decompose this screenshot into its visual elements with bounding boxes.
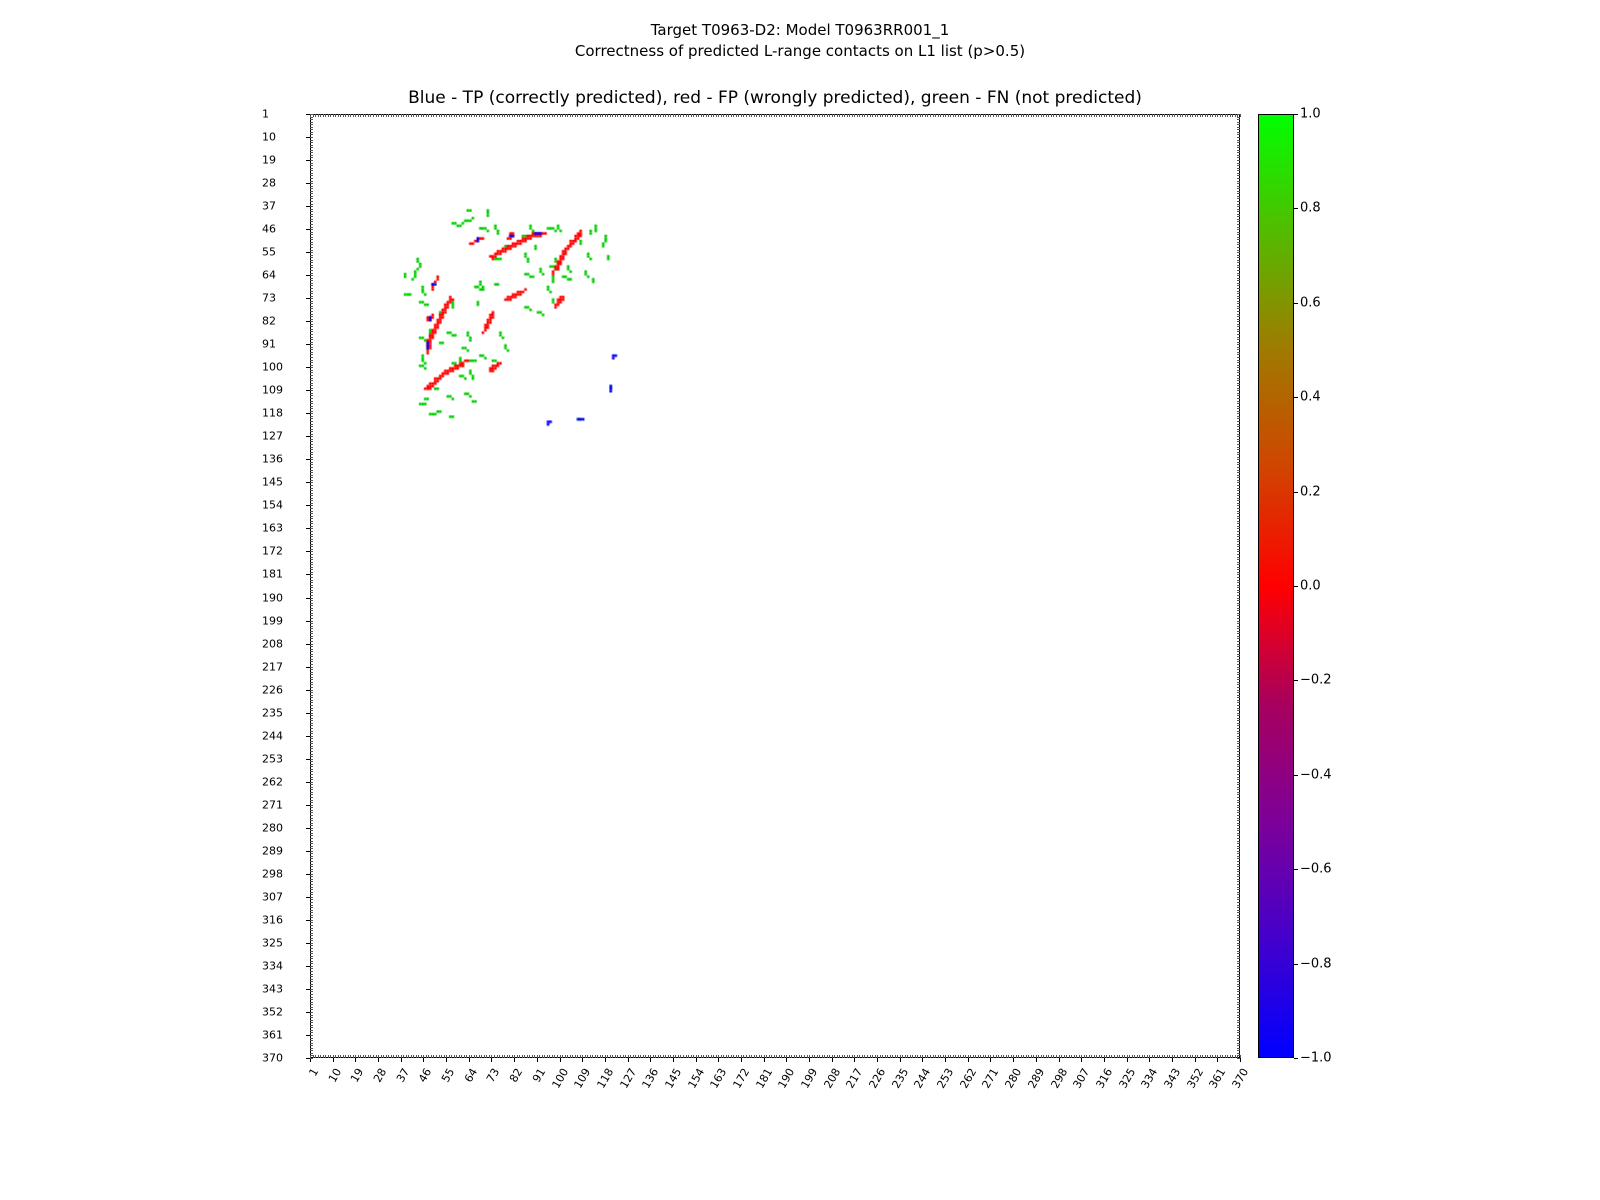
y-tick-mark — [306, 828, 310, 829]
x-tick-mark — [945, 1058, 946, 1062]
x-tick-mark — [696, 1058, 697, 1062]
y-tick-mark — [306, 252, 310, 253]
y-tick-mark — [306, 644, 310, 645]
y-tick-label: 271 — [262, 798, 283, 812]
x-tick-mark — [877, 1058, 878, 1062]
colorbar-tick-mark — [1294, 586, 1298, 587]
colorbar-tick-label: 0.8 — [1300, 200, 1321, 216]
x-tick-label: 253 — [934, 1066, 957, 1091]
x-tick-mark — [1036, 1058, 1037, 1062]
y-tick-mark — [306, 989, 310, 990]
x-tick-label: 208 — [821, 1066, 843, 1091]
y-tick-mark — [306, 574, 310, 575]
colorbar-tick-label: −0.6 — [1300, 861, 1332, 877]
y-tick-mark — [306, 690, 310, 691]
x-tick-mark — [378, 1058, 379, 1062]
y-tick-mark — [306, 943, 310, 944]
x-tick-label: 271 — [979, 1066, 1002, 1091]
colorbar-tick-mark — [1294, 114, 1298, 115]
y-tick-mark — [306, 390, 310, 391]
x-tick-label: 55 — [439, 1066, 458, 1085]
x-tick-label: 307 — [1070, 1066, 1093, 1091]
colorbar-tick-label: −1.0 — [1300, 1050, 1332, 1066]
y-tick-label: 181 — [262, 567, 283, 581]
y-tick-mark — [306, 1035, 310, 1036]
y-tick-mark — [306, 482, 310, 483]
legend-caption: Blue - TP (correctly predicted), red - FP (wrongly predicted), green - FN (not predicted) — [408, 88, 1142, 108]
x-tick-label: 199 — [798, 1066, 821, 1091]
x-tick-mark — [990, 1058, 991, 1062]
x-tick-label: 100 — [549, 1066, 571, 1091]
x-tick-label: 235 — [889, 1066, 912, 1091]
y-tick-label: 172 — [262, 544, 283, 558]
x-tick-mark — [446, 1058, 447, 1062]
x-tick-label: 82 — [507, 1066, 526, 1085]
x-tick-label: 73 — [484, 1066, 503, 1085]
x-tick-mark — [560, 1058, 561, 1062]
y-tick-mark — [306, 344, 310, 345]
x-tick-label: 91 — [529, 1066, 549, 1085]
y-tick-label: 217 — [262, 660, 283, 674]
y-tick-label: 154 — [262, 498, 283, 512]
colorbar-tick-mark — [1294, 1058, 1298, 1059]
y-tick-mark — [306, 621, 310, 622]
x-tick-label: 136 — [639, 1066, 662, 1091]
x-tick-label: 262 — [957, 1066, 980, 1091]
y-tick-mark — [306, 528, 310, 529]
y-tick-label: 82 — [262, 314, 276, 328]
y-tick-mark — [306, 229, 310, 230]
y-tick-label: 10 — [262, 130, 276, 144]
x-tick-mark — [1059, 1058, 1060, 1062]
x-tick-mark — [355, 1058, 356, 1062]
x-tick-mark — [1081, 1058, 1082, 1062]
contact-map-canvas — [311, 115, 1239, 1057]
y-tick-label: 343 — [262, 982, 283, 996]
y-tick-mark — [306, 897, 310, 898]
x-tick-label: 244 — [911, 1066, 934, 1091]
y-tick-mark — [306, 782, 310, 783]
x-tick-label: 190 — [775, 1066, 798, 1091]
x-tick-mark — [922, 1058, 923, 1062]
x-tick-mark — [1240, 1058, 1241, 1062]
colorbar-tick-label: −0.2 — [1300, 672, 1332, 688]
x-tick-label: 1 — [306, 1066, 322, 1079]
y-tick-mark — [306, 436, 310, 437]
colorbar-tick-mark — [1294, 303, 1298, 304]
colorbar-tick-mark — [1294, 775, 1298, 776]
x-tick-mark — [832, 1058, 833, 1062]
x-tick-label: 343 — [1161, 1066, 1184, 1091]
x-tick-label: 289 — [1025, 1066, 1048, 1091]
x-tick-label: 172 — [730, 1066, 753, 1091]
x-tick-mark — [718, 1058, 719, 1062]
x-tick-mark — [628, 1058, 629, 1062]
x-tick-label: 109 — [571, 1066, 594, 1091]
y-tick-mark — [306, 759, 310, 760]
x-tick-mark — [1217, 1058, 1218, 1062]
colorbar-tick-label: 0.2 — [1300, 484, 1321, 500]
x-tick-label: 325 — [1116, 1066, 1138, 1091]
y-tick-mark — [306, 966, 310, 967]
x-tick-mark — [310, 1058, 311, 1062]
x-tick-label: 316 — [1093, 1066, 1116, 1091]
y-tick-label: 100 — [262, 360, 283, 374]
x-tick-label: 64 — [461, 1066, 481, 1085]
x-tick-mark — [650, 1058, 651, 1062]
y-tick-label: 316 — [262, 913, 283, 927]
y-tick-mark — [306, 459, 310, 460]
y-tick-label: 280 — [262, 821, 283, 835]
x-tick-label: 226 — [866, 1066, 889, 1091]
x-tick-mark — [491, 1058, 492, 1062]
y-tick-mark — [306, 298, 310, 299]
x-tick-label: 217 — [843, 1066, 866, 1091]
x-tick-mark — [333, 1058, 334, 1062]
x-tick-mark — [469, 1058, 470, 1062]
colorbar-tick-mark — [1294, 208, 1298, 209]
figure-title-line1: Target T0963-D2: Model T0963RR001_1 — [650, 21, 950, 39]
y-tick-label: 190 — [262, 591, 283, 604]
y-tick-label: 73 — [262, 291, 276, 305]
x-tick-mark — [605, 1058, 606, 1062]
colorbar-tick-mark — [1294, 680, 1298, 681]
y-tick-mark — [306, 598, 310, 599]
x-tick-label: 118 — [594, 1066, 617, 1091]
y-tick-mark — [306, 736, 310, 737]
x-tick-label: 37 — [393, 1066, 412, 1085]
x-tick-mark — [1172, 1058, 1173, 1062]
x-tick-label: 145 — [662, 1066, 685, 1091]
y-tick-mark — [306, 183, 310, 184]
y-tick-label: 352 — [262, 1005, 283, 1019]
y-tick-mark — [306, 874, 310, 875]
y-tick-mark — [306, 920, 310, 921]
y-tick-mark — [306, 137, 310, 138]
x-tick-label: 280 — [1002, 1066, 1025, 1091]
y-tick-label: 235 — [262, 706, 283, 720]
y-tick-mark — [306, 713, 310, 714]
x-tick-label: 352 — [1184, 1066, 1206, 1091]
colorbar-tick-mark — [1294, 964, 1298, 965]
x-tick-mark — [514, 1058, 515, 1062]
y-tick-label: 199 — [262, 614, 283, 628]
x-tick-label: 154 — [685, 1066, 707, 1091]
y-tick-label: 298 — [262, 867, 283, 881]
y-tick-label: 136 — [262, 452, 283, 466]
y-tick-label: 1 — [262, 107, 269, 121]
x-tick-label: 370 — [1229, 1066, 1252, 1091]
y-tick-mark — [306, 160, 310, 161]
y-tick-mark — [306, 413, 310, 414]
y-tick-label: 325 — [262, 936, 283, 950]
x-tick-mark — [968, 1058, 969, 1062]
x-tick-mark — [1013, 1058, 1014, 1062]
y-tick-label: 55 — [262, 245, 276, 259]
x-tick-label: 181 — [753, 1066, 775, 1091]
y-tick-mark — [306, 367, 310, 368]
y-tick-mark — [306, 206, 310, 207]
y-tick-label: 208 — [262, 637, 283, 651]
colorbar-tick-label: −0.8 — [1300, 956, 1332, 972]
x-tick-label: 28 — [371, 1066, 390, 1085]
x-tick-label: 19 — [348, 1066, 367, 1085]
x-tick-mark — [1104, 1058, 1105, 1062]
y-tick-label: 226 — [262, 683, 283, 697]
colorbar-tick-mark — [1294, 869, 1298, 870]
y-tick-label: 91 — [262, 337, 276, 351]
colorbar-tick-label: −0.4 — [1300, 767, 1332, 783]
x-tick-label: 298 — [1048, 1066, 1070, 1091]
y-tick-mark — [306, 275, 310, 276]
x-tick-label: 163 — [707, 1066, 730, 1091]
y-tick-label: 28 — [262, 176, 276, 190]
x-tick-mark — [786, 1058, 787, 1062]
contact-map-plot[interactable] — [310, 114, 1240, 1058]
y-tick-label: 262 — [262, 775, 283, 789]
y-tick-label: 244 — [262, 729, 283, 743]
colorbar-tick-label: 1.0 — [1300, 106, 1321, 122]
y-tick-label: 145 — [262, 475, 283, 489]
y-tick-mark — [306, 667, 310, 668]
colorbar-tick-label: 0.4 — [1300, 389, 1321, 405]
colorbar-tick-mark — [1294, 492, 1298, 493]
y-tick-mark — [306, 505, 310, 506]
colorbar-tick-label: 0.6 — [1300, 295, 1321, 311]
x-tick-mark — [764, 1058, 765, 1062]
x-tick-mark — [582, 1058, 583, 1062]
x-tick-label: 127 — [617, 1066, 639, 1091]
y-tick-label: 127 — [262, 429, 283, 443]
y-tick-label: 46 — [262, 222, 276, 236]
y-tick-label: 118 — [262, 406, 283, 420]
colorbar — [1258, 114, 1294, 1058]
x-tick-label: 361 — [1206, 1066, 1229, 1091]
x-tick-mark — [1149, 1058, 1150, 1062]
x-tick-label: 334 — [1138, 1066, 1161, 1091]
y-tick-mark — [306, 851, 310, 852]
y-tick-label: 361 — [262, 1028, 283, 1042]
y-tick-mark — [306, 114, 310, 115]
y-tick-label: 307 — [262, 890, 283, 904]
x-tick-mark — [741, 1058, 742, 1062]
y-tick-label: 253 — [262, 752, 283, 766]
y-tick-label: 109 — [262, 383, 283, 397]
figure-title — [0, 20, 1600, 62]
y-tick-label: 64 — [262, 268, 276, 282]
y-tick-label: 289 — [262, 844, 283, 858]
x-tick-mark — [537, 1058, 538, 1062]
y-tick-mark — [306, 805, 310, 806]
y-tick-label: 37 — [262, 199, 276, 213]
x-tick-mark — [1195, 1058, 1196, 1062]
y-tick-mark — [306, 551, 310, 552]
x-tick-mark — [900, 1058, 901, 1062]
x-tick-label: 10 — [325, 1066, 344, 1085]
x-tick-mark — [673, 1058, 674, 1062]
y-tick-mark — [306, 1012, 310, 1013]
y-tick-label: 163 — [262, 521, 283, 535]
y-tick-label: 370 — [262, 1051, 283, 1065]
y-tick-label: 334 — [262, 959, 283, 973]
x-tick-mark — [854, 1058, 855, 1062]
x-tick-mark — [423, 1058, 424, 1062]
x-tick-mark — [401, 1058, 402, 1062]
y-tick-label: 19 — [262, 153, 276, 167]
x-tick-label: 46 — [416, 1066, 435, 1085]
figure-title-line2: Correctness of predicted L-range contacts on L1 list (p>0.5) — [574, 42, 1026, 60]
y-tick-mark — [306, 321, 310, 322]
colorbar-tick-label: 0.0 — [1300, 578, 1321, 594]
x-tick-mark — [809, 1058, 810, 1062]
colorbar-tick-mark — [1294, 397, 1298, 398]
x-tick-mark — [1127, 1058, 1128, 1062]
